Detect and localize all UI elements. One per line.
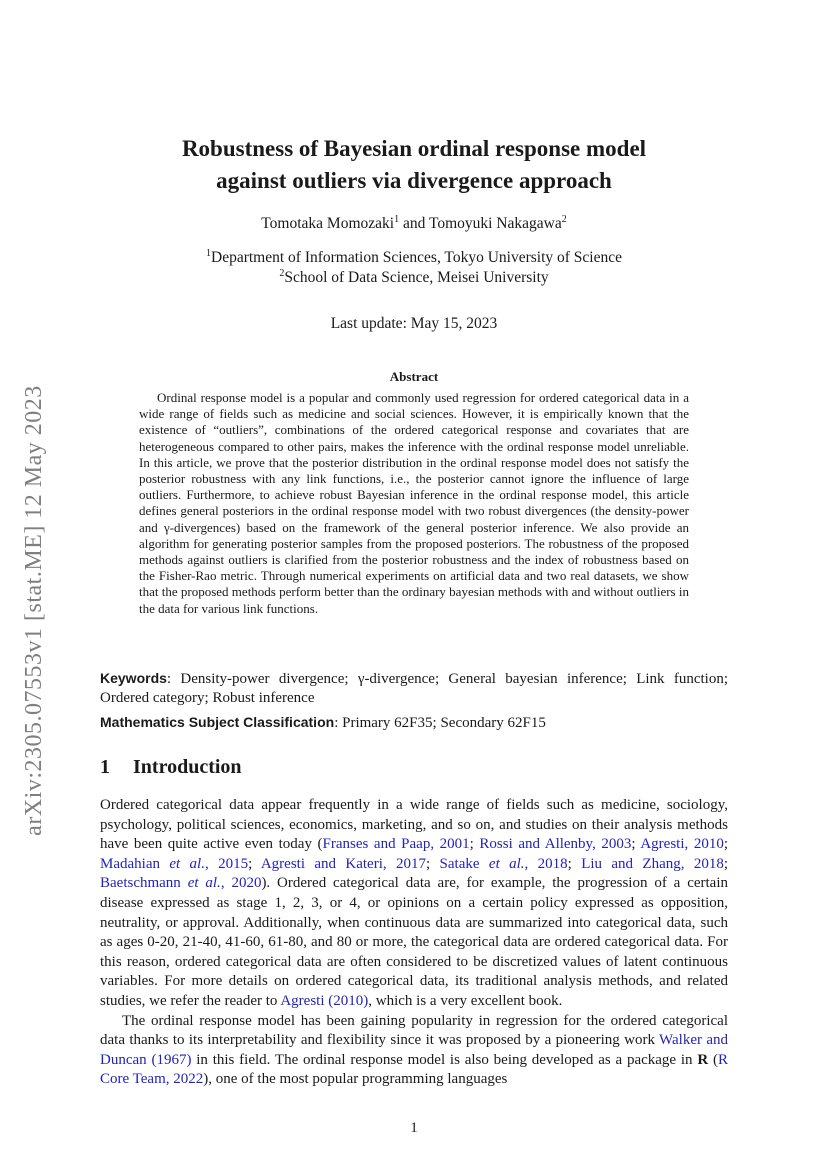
citation-etal: et al.	[169, 855, 205, 872]
paragraph	[100, 796, 728, 1012]
paragraph: The ordinal response model has been gaining popularity in regression for the ordered categorical data thanks to its interpretability and flexibility since it was proposed by a pioneering work Walker and Duncan (1967) in this field. The ordinal response model is also being developed as a package in R (R Core Team, 2022), one of the most popular programming languages	[100, 1012, 728, 1088]
affiliation-list	[100, 248, 728, 288]
citation-text: Rossi and Allenby	[479, 836, 593, 853]
citation-year: 2010	[333, 992, 364, 1009]
citation-year: 2015	[218, 855, 249, 872]
text-run: The ordinal response model has been gaining popularity in regression for the ordered categorical data thanks to its interpretability and flexibility since it was proposed by a pioneering work	[100, 1012, 728, 1049]
citation-text: Liu and Zhang	[581, 855, 681, 872]
citation-text: Agresti and Kateri	[260, 855, 383, 872]
keywords	[100, 669, 728, 708]
citation-sep: ,	[220, 875, 232, 892]
citation-etal: et al.	[488, 855, 525, 872]
affiliation	[100, 248, 728, 268]
citation-link[interactable]	[261, 856, 426, 872]
msc-label: Mathematics Subject Classification	[100, 714, 335, 730]
text-run: in this field. The ordinal response model is also being developed as a package in	[191, 1051, 698, 1068]
abstract-heading: Abstract	[389, 369, 439, 384]
separator: ;	[248, 855, 261, 872]
separator: ;	[469, 836, 480, 853]
text-run: , which is a very excellent book.	[368, 992, 563, 1009]
affiliation-mark: 1	[206, 248, 211, 259]
affiliation	[100, 268, 728, 288]
citation-sep: ,	[680, 855, 694, 872]
r-language: R	[697, 1051, 709, 1068]
citation-text: Agresti	[280, 992, 325, 1009]
citation-text: Madahian	[100, 855, 160, 872]
citation-year: 2010	[693, 836, 724, 853]
abstract-body: Ordinal response model is a popular and commonly used regression for ordered categorical data in a wide range of fields such as medicine and social sciences. However, it is empirically known that the existence of “outliers”, combinations of the ordered categorical response and covariates that are heterogeneous compared to other pairs, makes the inference with the ordinal response model unreliable. In this article, we prove that the posterior distribution in the ordinal response model does not satisfy the posterior robustness with any link functions, i.e., the posterior cannot ignore the influence of large outliers. Furthermore, to achieve robust Bayesian inference in the ordinal response model, this article defines general posteriors in the ordinal response model with two robust divergences (the density-power and γ-divergences) based on the framework of the general posterior inference. We also provide an algorithm for generating posterior samples from the proposed posteriors. The robustness of the proposed methods against outliers is clarified from the posterior robustness and the index of robustness based on the Fisher-Rao metric. Through numerical experiments on artificial data and two real datasets, we show that the proposed methods perform better than the ordinary bayesian methods with and without outliers in the data for various link functions.	[139, 390, 689, 616]
text-run: ). Ordered categorical data are, for example, the progression of a certain disease expressed as stage 1, 2, 3, or 4, or opinions on a certain policy expressed as opposition, neutrality, or approval. Additionally, when continuous data are summarized into categorical data, such as ages 0-20, 21-40, 41-60, 61-80, and 80 or more, the categorical data are ordered categorical data. For this reason, ordered categorical data are often considered to be discretized values of latent continuous variables. For more details on ordered categorical data, its traditional analysis methods, and related studies, we refer the reader to	[100, 875, 729, 1009]
citation-year: 1967	[156, 1051, 187, 1068]
citation-text: Agresti	[640, 836, 685, 853]
citation-text: Franses and Paap	[322, 836, 431, 853]
author-name: Tomoyuki Nakagawa	[428, 215, 562, 232]
citation-link[interactable]	[100, 856, 248, 872]
citation-link[interactable]	[581, 856, 724, 872]
msc-text: : Primary 62F35; Secondary 62F15	[334, 715, 546, 731]
text-run: , one of the most popular programming languages	[208, 1071, 508, 1088]
citation-link[interactable]: Agresti (2010)	[280, 992, 369, 1009]
citation-year: 2022	[173, 1071, 204, 1088]
citation-sep: ,	[524, 855, 538, 872]
arxiv-identifier: arXiv:2305.07553v1 [stat.ME] 12 May 2023	[20, 384, 47, 836]
arxiv-identifier-stamp	[14, 350, 54, 870]
citation-link[interactable]: Walker and Duncan (1967)	[100, 1032, 728, 1068]
separator: ;	[723, 855, 729, 872]
title-line-1: Robustness of Bayesian ordinal response model	[181, 136, 647, 161]
citation-sep: ,	[382, 855, 396, 872]
title-line-2: against outliers via divergence approach	[216, 168, 612, 193]
citation-link[interactable]: R Core Team, 2022	[100, 1051, 728, 1088]
separator: ;	[631, 836, 641, 853]
page-number: 1	[410, 1120, 418, 1136]
citation-year: 2017	[396, 855, 426, 872]
citation-year: 2003	[601, 836, 632, 853]
citation-link[interactable]	[479, 836, 631, 852]
section-heading	[100, 756, 242, 779]
affiliation-text: Department of Information Sciences, Tokyo University of Science	[211, 249, 622, 266]
citation-year: 2001	[439, 836, 470, 853]
citation-year: 2018	[537, 855, 568, 872]
affiliation-mark: 1	[394, 214, 400, 225]
author-list	[100, 214, 728, 234]
separator: ;	[723, 836, 729, 853]
citation-etal: et al.	[187, 875, 221, 892]
separator: ;	[567, 855, 582, 872]
citation-sep: ,	[684, 836, 694, 853]
citation-year: 2020	[231, 875, 262, 892]
section-number: 1	[100, 756, 110, 778]
citation-link[interactable]	[323, 836, 470, 852]
citation-link[interactable]	[100, 875, 261, 891]
citation-text: R Core Team	[100, 1051, 728, 1088]
affiliation-text: School of Data Science, Meisei University	[284, 269, 549, 286]
separator: ;	[426, 855, 440, 872]
citation-sep: ,	[204, 855, 219, 872]
citation-text: Baetschmann	[100, 875, 181, 892]
citation-link[interactable]	[440, 856, 568, 872]
keywords-text: : Density-power divergence; γ-divergence; General bayesian inference; Link function; Ordered category; Robust inference	[100, 671, 728, 706]
affiliation-mark: 2	[561, 214, 567, 225]
citation-sep: ,	[592, 836, 602, 853]
last-update-date: Last update: May 15, 2023	[330, 315, 498, 332]
citation-year: 2018	[693, 855, 724, 872]
citation-link[interactable]	[640, 836, 724, 852]
section-title: Introduction	[133, 756, 242, 778]
paper-title	[100, 133, 728, 197]
author-connector: and	[399, 215, 429, 232]
citation-text: Walker and Duncan	[100, 1032, 728, 1068]
keywords-label: Keywords	[100, 670, 167, 686]
introduction-body	[100, 796, 728, 1090]
citation-sep: ,	[430, 836, 440, 853]
text-run: Ordered categorical data appear frequently in a wide range of fields such as medicine, sociology, psychology, political sciences, economics, marketing, and so on, and studies on their analysis methods have been quite active even today (	[100, 797, 728, 853]
subject-classification	[100, 713, 728, 733]
author-name: Tomotaka Momozaki	[261, 215, 395, 232]
affiliation-mark: 2	[279, 268, 285, 279]
citation-text: Satake	[439, 855, 480, 872]
